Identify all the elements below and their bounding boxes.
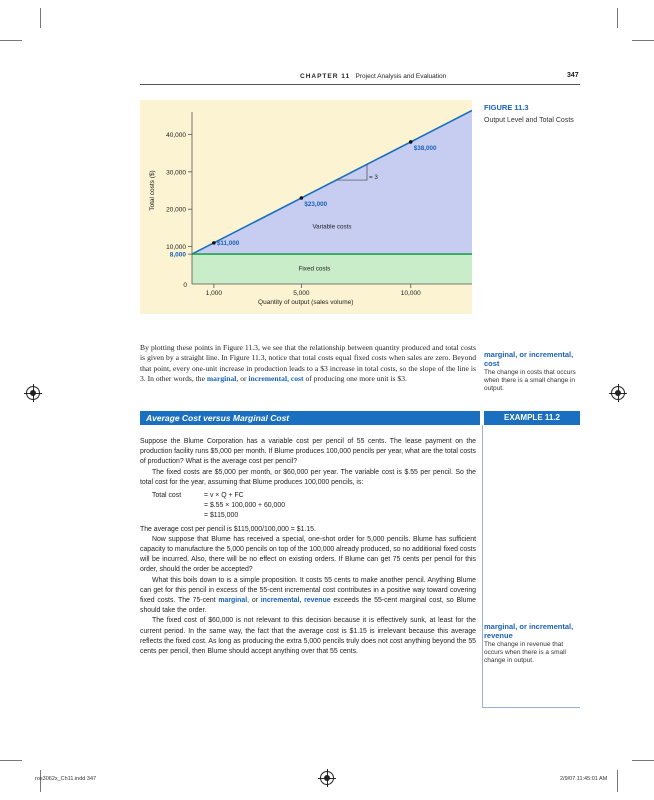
crop-mark — [617, 8, 618, 28]
margin-definition: The change in revenue that occurs when there is a small change in output. — [484, 641, 567, 664]
margin-note — [484, 622, 580, 665]
equation-rhs: = $.55 × 100,000 + 60,000 — [204, 502, 286, 510]
y-tick-label: 8,000 — [169, 251, 186, 259]
example-text: What this boils down to is a simple proposition. It costs 55 cents to make another pencil. Anything Blume can get for this pencil in excess of the 55-cent incremental cost contributes in a positive way toward covering fixed costs. The 75-cent — [140, 576, 476, 605]
registration-mark-icon — [26, 386, 40, 400]
example-paragraph: The fixed cost of $60,000 is not relevant to this decision because it is effectively sunk, at least for the current period. In the same way, the fact that the average cost is $1.15 is irrelevant because this average reflects the fixed cost. As long as producing the extra 5,000 pencils truly does not cost anything beyond the 55 cents per pencil, then Blume should accept anything over that 55 cents. — [140, 617, 476, 656]
margin-term: marginal, or incremental, cost — [484, 350, 574, 368]
equation-line — [140, 491, 476, 501]
figure-label: FIGURE 11.3 — [484, 103, 529, 112]
key-term: incremental, revenue — [260, 597, 331, 605]
y-axis-label: Total costs ($) — [149, 170, 156, 211]
example-paragraph: Suppose the Blume Corporation has a variable cost per pencil of 55 cents. The lease payment on the production facility runs $5,000 per month. If Blume produces 100,000 pencils per year, what are the total costs of production? What is the average cost per pencil? — [140, 438, 476, 466]
fixed-costs-area — [192, 254, 472, 284]
margin-term: marginal, or incremental, revenue — [484, 622, 574, 640]
body-text: , or — [236, 374, 249, 384]
key-term: incremental, cost — [248, 374, 304, 384]
crop-mark — [632, 760, 654, 761]
example-body — [140, 437, 476, 657]
crop-mark — [0, 760, 22, 761]
registration-mark-icon — [611, 386, 625, 400]
example-paragraph: Now suppose that Blume has received a special, one-shot order for 5,000 pencils. Blume has sufficient capacity to manufacture the 5,000 pencils on top of the 100,000 already produced, so no additional fixed costs will be incurred. Also, there will be no effect on existing orders. If Blume can get 75 cents per pencil for this order, should the order be accepted? — [140, 535, 476, 574]
y-tick-label: 40,000 — [166, 131, 186, 139]
equation-line — [140, 501, 476, 511]
page-number: 347 — [567, 72, 579, 79]
data-point — [212, 241, 216, 245]
equation-rhs: = $115,000 — [204, 512, 239, 520]
example-paragraph — [140, 576, 476, 617]
crop-mark — [40, 8, 41, 28]
cost-chart — [140, 100, 472, 314]
data-point — [300, 196, 304, 200]
example-paragraph: The average cost per pencil is $115,000/100,000 = $1.15. — [140, 525, 316, 533]
figure-caption: Output Level and Total Costs — [484, 117, 574, 124]
example-paragraph: The fixed costs are $5,000 per month, or $60,000 per year. The variable cost is $.55 per pencil. So the total cost for the year, assuming that Blume produces 100,000 pencils, is: — [140, 468, 476, 486]
key-term: marginal — [218, 597, 248, 605]
data-point-label: $11,000 — [216, 239, 240, 247]
x-ticks — [206, 284, 421, 297]
equation-rhs: = v × Q + FC — [204, 492, 244, 500]
header-rule — [140, 84, 580, 85]
crop-mark — [0, 40, 22, 41]
figure-panel — [140, 100, 472, 314]
origin-label: 0 — [183, 282, 187, 289]
body-text: of producing one more unit is $3. — [303, 374, 407, 384]
data-point — [409, 140, 413, 144]
y-tick-label: 10,000 — [166, 244, 186, 252]
footer-timestamp: 2/9/07 11:45:01 AM — [560, 776, 608, 782]
x-tick-label: 1,000 — [205, 290, 223, 297]
example-text: exceeds the 55-cent marginal cost, so Blume should take the order. — [140, 597, 477, 615]
x-tick-label: 5,000 — [293, 290, 310, 297]
equation-line — [140, 511, 476, 521]
key-term: marginal — [206, 374, 237, 384]
x-tick-label: 10,000 — [400, 290, 421, 297]
chapter-label: CHAPTER 11 — [300, 73, 351, 80]
body-text: By plotting these points in Figure 11.3, we see that the relationship between quantity produced and total costs is given by a straight line. In Figure 11.3, notice that total costs equal fixed costs when sales are zero. Beyond that point, every one-unit increase in production leads to a $3 increase in total costs, so the slope of the line is 3. In other words, the — [140, 343, 476, 384]
y-ticks — [166, 132, 192, 259]
example-side-rule — [482, 425, 483, 707]
margin-note — [484, 350, 580, 393]
data-point-label: $23,000 — [304, 201, 328, 208]
margin-definition: The change in costs that occurs when there is a small change in output. — [484, 369, 576, 392]
slope-label: = 3 — [369, 174, 378, 182]
example-bottom-rule — [482, 707, 580, 708]
equation-lhs: Total cost — [152, 492, 182, 500]
x-axis-label: Quantity of output (sales volume) — [258, 299, 354, 306]
crop-mark — [632, 40, 654, 41]
variable-costs-label: Variable costs — [312, 223, 352, 231]
registration-mark-icon — [320, 771, 334, 785]
fixed-costs-label: Fixed costs — [298, 265, 331, 273]
example-text: , or — [247, 597, 261, 605]
footer-file-info: ros3062x_Ch11.indd 347 — [35, 776, 97, 782]
body-paragraph — [140, 343, 476, 385]
example-label: EXAMPLE 11.2 — [503, 413, 561, 422]
crop-mark — [617, 770, 618, 792]
chapter-title: Project Analysis and Evaluation — [355, 73, 447, 80]
y-tick-label: 30,000 — [166, 169, 186, 177]
data-point-label: $38,000 — [413, 144, 437, 152]
running-head — [300, 73, 446, 80]
y-tick-label: 20,000 — [166, 206, 186, 214]
example-title: Average Cost versus Marginal Cost — [146, 413, 290, 423]
